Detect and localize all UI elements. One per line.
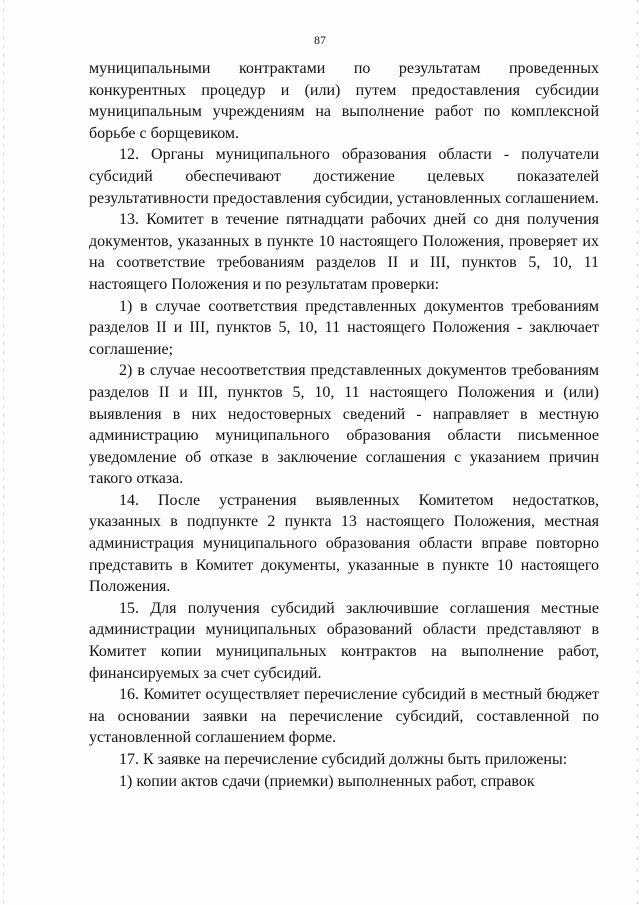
paragraph-13: 13. Комитет в течение пятнадцати рабочих дней со дня получения документов, указанных в пункте 10 настоящего Положения, проверяет их на соответствие требованиям разделов II и III, пунктов 5, 10, 11 настоящего Положения и по результатам проверки: <box>89 211 599 293</box>
document-body <box>89 58 599 792</box>
paragraph-15: 15. Для получения субсидий заключившие соглашения местные администрации муниципальных образований области представляют в Комитет копии муниципальных контрактов на выполнение работ, финансируемых за счет субсидий. <box>89 599 599 682</box>
paragraph-continuation: муниципальными контрактами по результатам проведенных конкурентных процедур и (или) путем предоставления субсидии муниципальным учреждениям на выполнение работ по комплексной борьбе с борщевиком. <box>89 60 599 142</box>
paragraph-17-item-1: 1) копии актов сдачи (приемки) выполненных работ, справок <box>119 772 535 790</box>
paragraph-12: 12. Органы муниципального образования области - получатели субсидий обеспечивают достижение целевых показателей результативности предоставления субсидии, установленных соглашением. <box>89 146 599 207</box>
scan-edge-right <box>637 0 638 905</box>
scan-edge-left <box>3 0 4 905</box>
paragraph-17: 17. К заявке на перечисление субсидий должны быть приложены: <box>119 751 568 768</box>
paragraph-13-item-1: 1) в случае соответствия представленных документов требованиям разделов II и III, пунктов 5, 10, 11 настоящего Положения - заключает соглашение; <box>89 297 599 358</box>
paragraph-16: 16. Комитет осуществляет перечисление субсидий в местный бюджет на основании заявки на перечисление субсидий, составленной по установленной соглашением форме. <box>89 686 599 747</box>
paragraph-13-item-2: 2) в случае несоответствия представленных документов требованиям разделов II и III, пунктов 5, 10, 11 настоящего Положения и (или) выявления в них недостоверных сведений - направляет в местную администрацию муниципального образования области письменное уведомление об отказе в заключение соглашения с указанием причин такого отказа. <box>89 362 599 488</box>
page-number: 87 <box>314 33 326 47</box>
paragraph-14: 14. После устранения выявленных Комитетом недостатков, указанных в подпункте 2 пункта 13 настоящего Положения, местная администрация муниципального образования области вправе повторно представить в Комитет документы, указанные в пункте 10 настоящего Положения. <box>89 491 599 596</box>
